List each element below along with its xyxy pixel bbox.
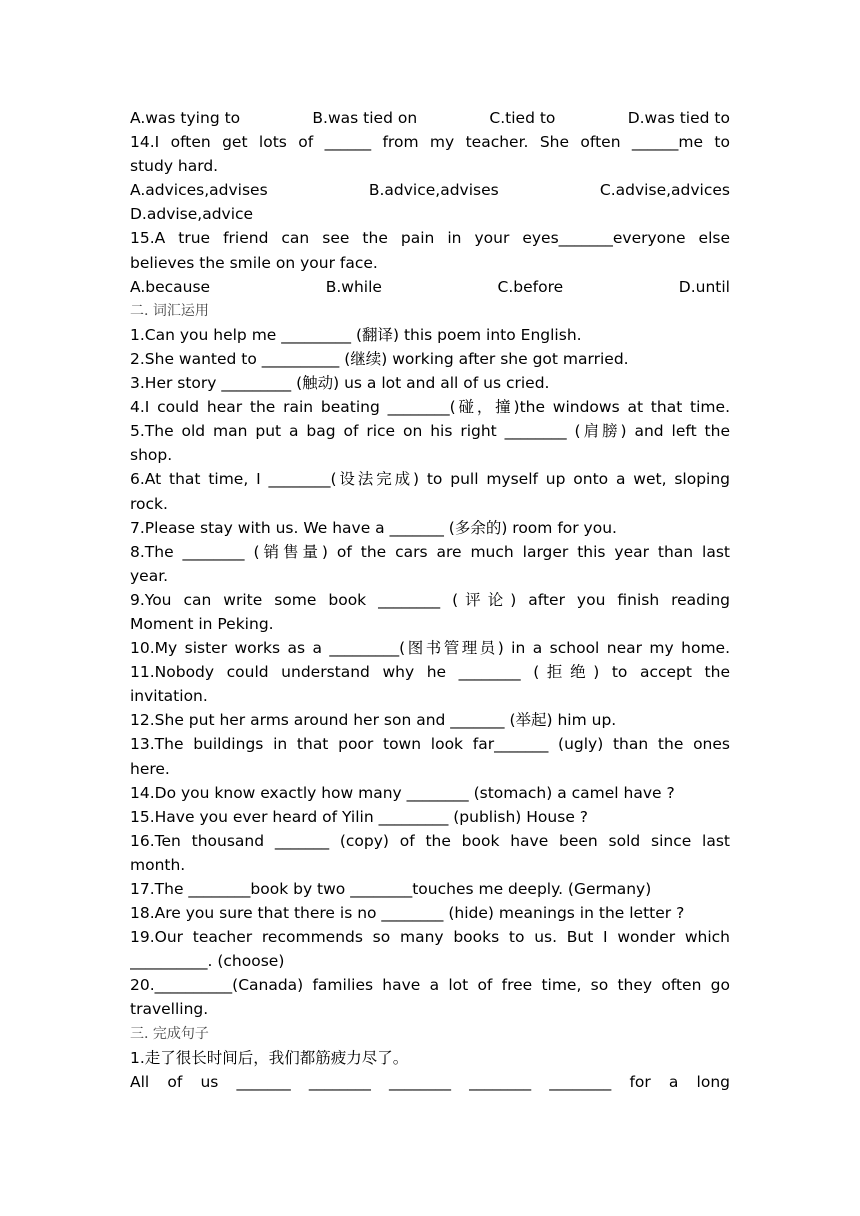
option-a: A.was tying to: [130, 109, 241, 127]
q14-options: [130, 178, 730, 202]
option-b: B.advice,advises: [368, 181, 499, 200]
q15-question-cont: believes the smile on your face.: [130, 253, 378, 272]
vocabulary-exercise-list: [130, 323, 730, 1022]
q15-options: [130, 275, 730, 299]
exercise-line: __________. (choose): [130, 952, 285, 971]
exercise-line: month.: [130, 855, 186, 874]
q13-options: [130, 106, 730, 130]
section-3-heading: 三. 完成句子: [130, 1025, 209, 1042]
exercise-line: 1.Can you help me _________ (翻译) this poem into English.: [130, 325, 582, 344]
option-a: A.advices,advises: [130, 181, 268, 200]
option-d: D.was tied to: [627, 109, 730, 127]
option-b: B.was tied on: [312, 109, 418, 127]
exercise-line: 20.__________(Canada) families have a lot of free time, so they often go: [130, 976, 730, 995]
exercise-line: 4.I could hear the rain beating ________(碰，撞)the windows at that time.: [130, 398, 730, 417]
exercise-line: 19.Our teacher recommends so many books to us. But I wonder which: [130, 928, 730, 947]
exercise-line: 13.The buildings in that poor town look far_______ (ugly) than the ones: [130, 735, 730, 754]
exercise-line: year.: [130, 566, 169, 585]
option-c: C.advise,advices: [599, 181, 730, 200]
exercise-line: 2.She wanted to __________ (继续) working after she got married.: [130, 349, 629, 368]
exercise-line: Moment in Peking.: [130, 614, 274, 633]
q14-question: 14.I often get lots of ______ from my teacher. She often ______me to: [130, 133, 730, 152]
exercise-line: rock.: [130, 494, 168, 513]
exercise-line: 10.My sister works as a _________(图书管理员) in a school near my home.: [130, 639, 730, 658]
option-a: A.because: [130, 277, 211, 296]
exercise-line: 17.The ________book by two ________touches me deeply. (Germany): [130, 880, 652, 898]
exercise-line: 1.走了很长时间后，我们都筋疲力尽了。: [130, 1048, 409, 1067]
option-d: D.until: [678, 277, 730, 296]
option-c: C.before: [497, 277, 564, 296]
exercise-line: invitation.: [130, 687, 208, 706]
exercise-line: 14.Do you know exactly how many ________ (stomach) a camel have ?: [130, 783, 675, 802]
exercise-line: here.: [130, 759, 170, 778]
exercise-line: 15.Have you ever heard of Yilin _________ (publish) House ?: [130, 807, 589, 826]
option-b: B.while: [325, 277, 382, 296]
sentence-completion-list: [130, 1046, 730, 1094]
q15-question: 15.A true friend can see the pain in your eyes_______everyone else: [130, 229, 730, 248]
exercise-line: 9.You can write some book ________ (评论) after you finish reading: [130, 590, 730, 609]
exercise-line: 5.The old man put a bag of rice on his right ________ (肩膀) and left the: [130, 422, 730, 441]
option-c: C.tied to: [489, 109, 556, 127]
exercise-line: All of us _______ ________ ________ ________ ________ for a long: [130, 1072, 730, 1091]
exercise-line: 11.Nobody could understand why he ________ (拒绝) to accept the: [130, 663, 730, 682]
exercise-line: 6.At that time, I ________(设法完成) to pull myself up onto a wet, sloping: [130, 470, 730, 489]
exercise-line: shop.: [130, 446, 173, 465]
q14-option-d: D.advise,advice: [130, 205, 254, 224]
q14-question-cont: study hard.: [130, 157, 219, 176]
section-2-heading: 二. 词汇运用: [130, 302, 209, 319]
exercise-line: 18.Are you sure that there is no ________ (hide) meanings in the letter ?: [130, 904, 685, 923]
exercise-content: [130, 106, 730, 1094]
exercise-line: 12.She put her arms around her son and _______ (举起) him up.: [130, 711, 617, 730]
exercise-line: travelling.: [130, 1000, 209, 1019]
exercise-line: 16.Ten thousand _______ (copy) of the book have been sold since last: [130, 831, 730, 850]
exercise-line: 7.Please stay with us. We have a _______ (多余的) room for you.: [130, 518, 617, 537]
exercise-line: 3.Her story _________ (触动) us a lot and all of us cried.: [130, 374, 550, 393]
exercise-line: 8.The ________ (销售量) of the cars are much larger this year than last: [130, 542, 730, 561]
